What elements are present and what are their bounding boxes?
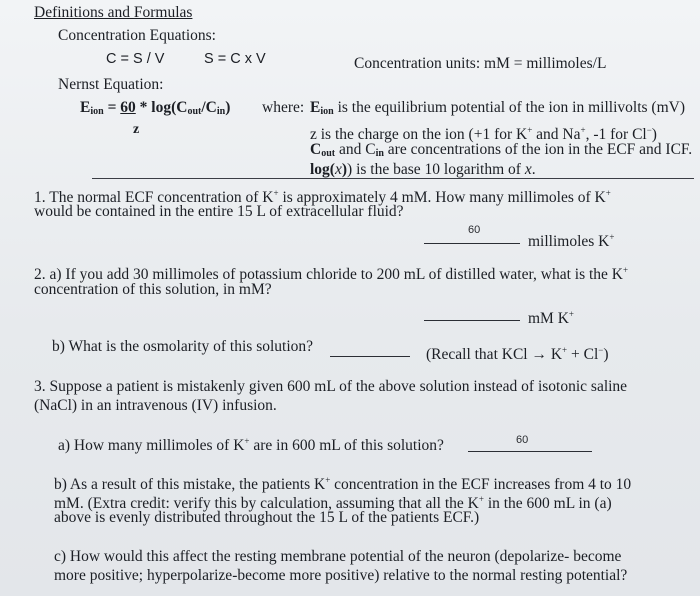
q1-answer-blank[interactable]: [424, 243, 520, 244]
concentration-units: Concentration units: mM = millimoles/L: [354, 55, 607, 72]
q3-line1: 3. Suppose a patient is mistakenly given 600 mL of the above solution instead of isotonic saline: [34, 378, 628, 395]
nernst-where: where:: [262, 99, 305, 116]
nernst-label: Nernst Equation:: [58, 76, 164, 93]
q2b-answer-blank[interactable]: [330, 356, 410, 357]
q2a-answer-blank[interactable]: [424, 320, 520, 321]
q1-line1: 1. The normal ECF concentration of K+ is approximately 4 mM. How many millimoles of K+: [34, 188, 611, 206]
q3b-line3: above is evenly distributed throughout the 15 L of the patients ECF.): [54, 509, 480, 526]
equation-c-sv: C = S / V: [106, 51, 165, 67]
q3a-answer: 60: [516, 434, 529, 446]
q3a-text: a) How many millimoles of K+ are in 600 mL of this solution?: [58, 436, 444, 454]
q1-unit: millimoles K+: [528, 232, 615, 250]
q3a-answer-blank[interactable]: [468, 451, 592, 452]
q3c-line1: c) How would this affect the resting membrane potential of the neuron (depolarize- become: [54, 548, 622, 565]
nernst-def-log: log(x)) is the base 10 logarithm of x.: [310, 161, 536, 178]
concentration-label: Concentration Equations:: [58, 27, 216, 44]
q1-line2: would be contained in the entire 15 L of extracellular fluid?: [34, 203, 404, 220]
equation-s-cv: S = C x V: [204, 51, 266, 67]
nernst-equation: $E_{ion} = 60 * \log(C_{out}/C_{in})$: [80, 99, 231, 117]
q2b-recall: (Recall that KCl → K+ + Cl−): [426, 345, 609, 363]
nernst-denominator: z: [133, 122, 140, 137]
q3-line2: (NaCl) in an intravenous (IV) infusion.: [34, 397, 277, 414]
q2a-line2: concentration of this solution, in mM?: [34, 281, 272, 298]
q3b-line1: b) As a result of this mistake, the patients K+ concentration in the ECF increases from 4 to 10: [54, 475, 632, 493]
q2a-unit: mM K+: [528, 309, 574, 327]
nernst-def-eion: $E_{ion}$ is the equilibrium potential of the ion in millivolts (mV): [310, 99, 685, 117]
q3c-line2: more positive; hyperpolarize-become more positive) relative to the normal resting potential?: [54, 567, 628, 584]
q2b-text: b) What is the osmolarity of this solution?: [52, 338, 314, 355]
q2a-line1: 2. a) If you add 30 millimoles of potassium chloride to 200 mL of distilled water, what is the K+: [34, 265, 629, 283]
nernst-def-c: $C_{out}$ and $C_{in}$ are concentrations of the ion in the ECF and ICF.: [310, 141, 693, 159]
section-divider: [92, 178, 694, 179]
q1-answer: 60: [468, 224, 481, 236]
section-heading: Definitions and Formulas: [34, 4, 193, 21]
q3b-line2: mM. (Extra credit: verify this by calculation, assuming that all the K+ in the 600 mL in (a): [54, 494, 612, 512]
nernst-def-z: z is the charge on the ion (+1 for K+ and Na+, -1 for Cl−): [310, 125, 657, 143]
